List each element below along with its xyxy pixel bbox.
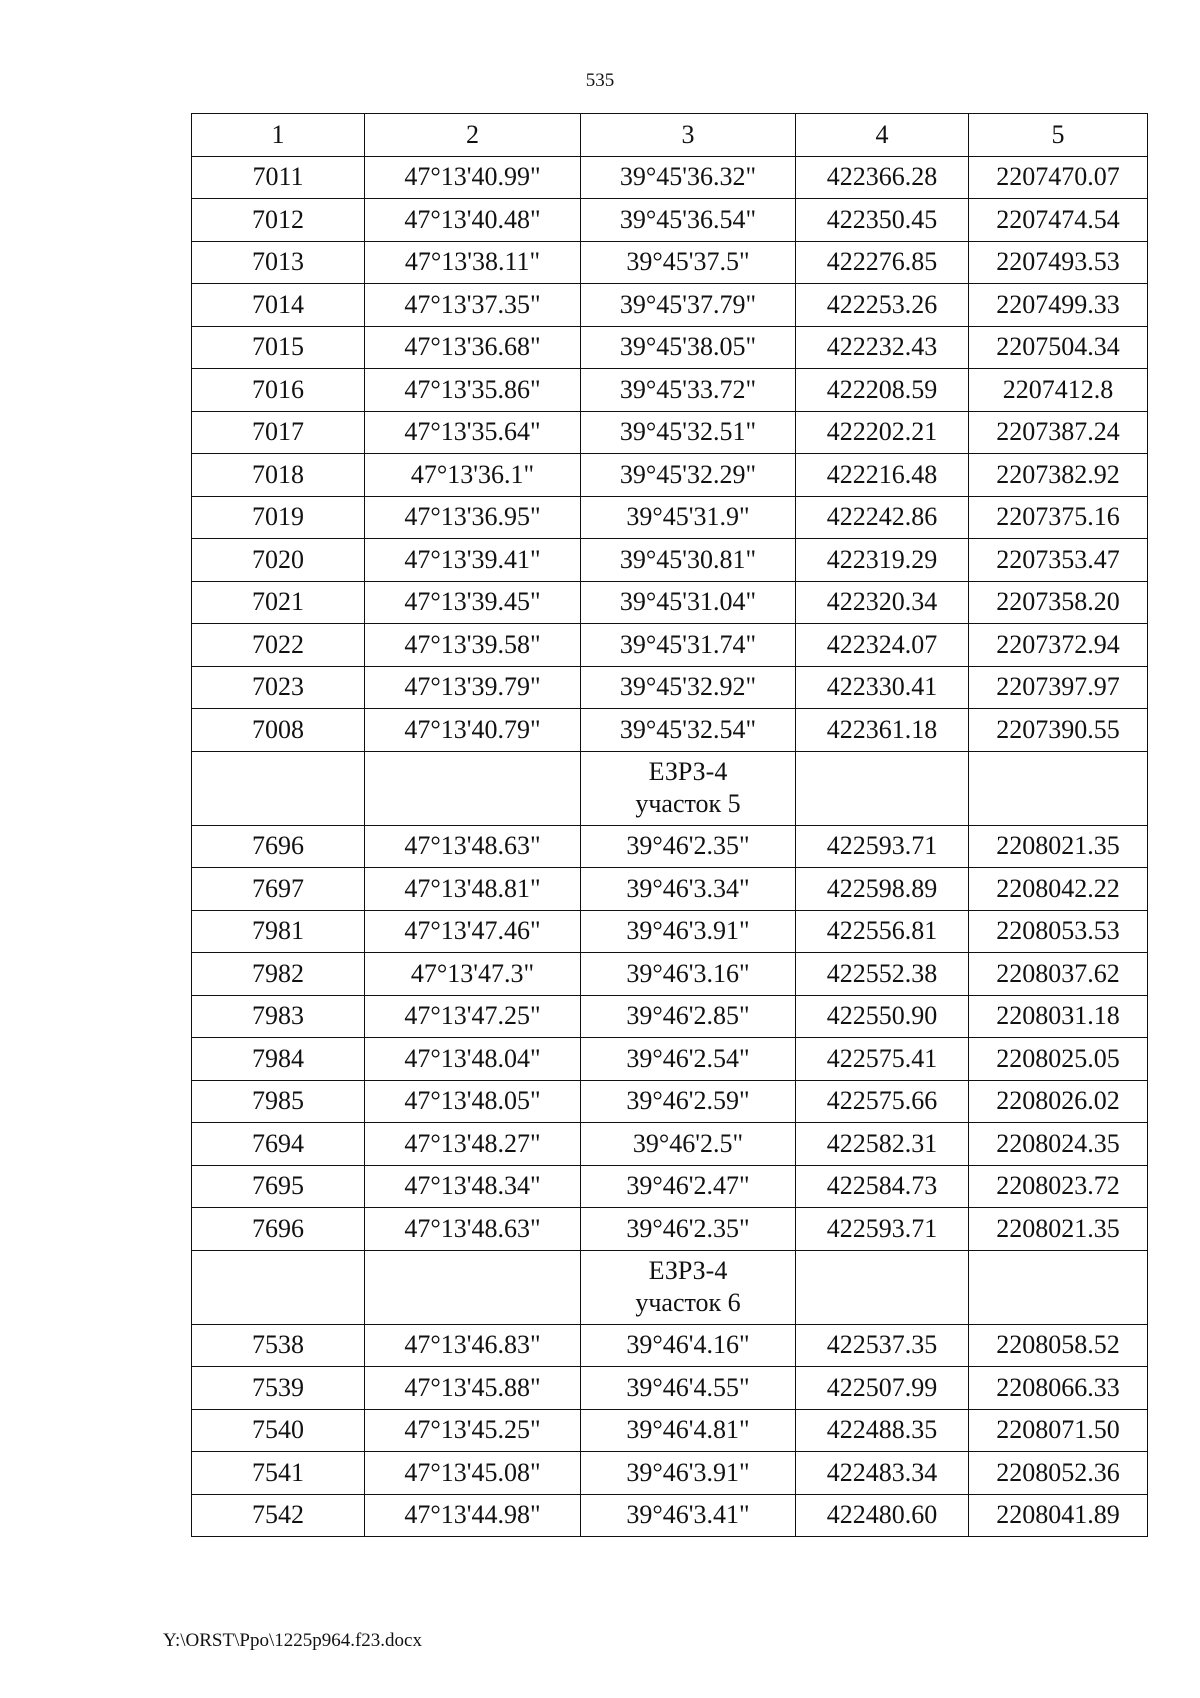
table-row xyxy=(192,1452,1148,1495)
cell-latitude: 47°13'48.81" xyxy=(365,868,581,911)
cell-x: 422242.86 xyxy=(796,496,969,539)
cell-y: 2207358.20 xyxy=(969,581,1148,624)
cell-longitude: 39°46'3.41" xyxy=(581,1494,796,1537)
table-row xyxy=(192,496,1148,539)
cell-y: 2208058.52 xyxy=(969,1324,1148,1367)
cell-latitude: 47°13'48.63" xyxy=(365,1208,581,1251)
footer-file-path: Y:\ORST\Ppo\1225p964.f23.docx xyxy=(163,1630,422,1651)
table-row xyxy=(192,868,1148,911)
cell-longitude: 39°46'2.47" xyxy=(581,1165,796,1208)
cell-x: 422584.73 xyxy=(796,1165,969,1208)
cell-y: 2207387.24 xyxy=(969,411,1148,454)
cell-x: 422350.45 xyxy=(796,199,969,242)
cell-x: 422575.66 xyxy=(796,1080,969,1123)
section-row xyxy=(192,751,1148,825)
table-row xyxy=(192,1324,1148,1367)
cell-point-number: 7008 xyxy=(192,709,365,752)
cell-x: 422330.41 xyxy=(796,666,969,709)
cell-x: 422208.59 xyxy=(796,369,969,412)
cell-x: 422253.26 xyxy=(796,284,969,327)
cell-point-number: 7697 xyxy=(192,868,365,911)
section-row xyxy=(192,1250,1148,1324)
cell-point-number: 7696 xyxy=(192,1208,365,1251)
empty-cell xyxy=(969,1250,1148,1324)
cell-longitude: 39°45'32.92" xyxy=(581,666,796,709)
cell-point-number: 7020 xyxy=(192,539,365,582)
table-row xyxy=(192,199,1148,242)
table-row xyxy=(192,1208,1148,1251)
cell-longitude: 39°45'33.72" xyxy=(581,369,796,412)
table-row xyxy=(192,953,1148,996)
section-title-line1: ЕЗРЗ-4 xyxy=(648,1255,728,1285)
cell-longitude: 39°45'31.74" xyxy=(581,624,796,667)
cell-x: 422550.90 xyxy=(796,995,969,1038)
cell-latitude: 47°13'40.99" xyxy=(365,156,581,199)
section-title-cell xyxy=(581,1250,796,1324)
cell-x: 422324.07 xyxy=(796,624,969,667)
cell-x: 422552.38 xyxy=(796,953,969,996)
table-row xyxy=(192,910,1148,953)
cell-y: 2208053.53 xyxy=(969,910,1148,953)
cell-longitude: 39°45'31.04" xyxy=(581,581,796,624)
coordinates-table xyxy=(191,113,1148,1537)
cell-y: 2207474.54 xyxy=(969,199,1148,242)
cell-y: 2208026.02 xyxy=(969,1080,1148,1123)
cell-y: 2208042.22 xyxy=(969,868,1148,911)
cell-longitude: 39°46'4.16" xyxy=(581,1324,796,1367)
cell-latitude: 47°13'39.79" xyxy=(365,666,581,709)
cell-point-number: 7016 xyxy=(192,369,365,412)
empty-cell xyxy=(796,1250,969,1324)
cell-latitude: 47°13'36.68" xyxy=(365,326,581,369)
cell-x: 422537.35 xyxy=(796,1324,969,1367)
cell-point-number: 7984 xyxy=(192,1038,365,1081)
cell-x: 422593.71 xyxy=(796,825,969,868)
cell-point-number: 7019 xyxy=(192,496,365,539)
table-body xyxy=(192,156,1148,1537)
cell-latitude: 47°13'40.48" xyxy=(365,199,581,242)
cell-x: 422276.85 xyxy=(796,241,969,284)
cell-x: 422598.89 xyxy=(796,868,969,911)
header-row xyxy=(192,114,1148,157)
header-cell-point-number: 1 xyxy=(192,114,365,157)
page-number: 535 xyxy=(585,70,615,91)
cell-point-number: 7539 xyxy=(192,1367,365,1410)
cell-longitude: 39°45'32.51" xyxy=(581,411,796,454)
cell-point-number: 7018 xyxy=(192,454,365,497)
cell-point-number: 7021 xyxy=(192,581,365,624)
cell-point-number: 7983 xyxy=(192,995,365,1038)
cell-y: 2207504.34 xyxy=(969,326,1148,369)
cell-x: 422483.34 xyxy=(796,1452,969,1495)
cell-y: 2208071.50 xyxy=(969,1409,1148,1452)
cell-y: 2207372.94 xyxy=(969,624,1148,667)
cell-longitude: 39°45'36.54" xyxy=(581,199,796,242)
cell-y: 2208021.35 xyxy=(969,1208,1148,1251)
section-title-line1: ЕЗРЗ-4 xyxy=(648,756,728,786)
cell-x: 422361.18 xyxy=(796,709,969,752)
empty-cell xyxy=(969,751,1148,825)
cell-point-number: 7540 xyxy=(192,1409,365,1452)
cell-longitude: 39°45'37.5" xyxy=(581,241,796,284)
table-row xyxy=(192,326,1148,369)
cell-point-number: 7012 xyxy=(192,199,365,242)
cell-x: 422593.71 xyxy=(796,1208,969,1251)
cell-y: 2208052.36 xyxy=(969,1452,1148,1495)
cell-y: 2208025.05 xyxy=(969,1038,1148,1081)
cell-y: 2208023.72 xyxy=(969,1165,1148,1208)
empty-cell xyxy=(365,751,581,825)
table-row xyxy=(192,1367,1148,1410)
cell-latitude: 47°13'48.04" xyxy=(365,1038,581,1081)
cell-point-number: 7022 xyxy=(192,624,365,667)
cell-latitude: 47°13'40.79" xyxy=(365,709,581,752)
cell-y: 2207412.8 xyxy=(969,369,1148,412)
cell-point-number: 7696 xyxy=(192,825,365,868)
cell-y: 2208024.35 xyxy=(969,1123,1148,1166)
table-row xyxy=(192,156,1148,199)
cell-y: 2208037.62 xyxy=(969,953,1148,996)
cell-longitude: 39°46'2.54" xyxy=(581,1038,796,1081)
empty-cell xyxy=(192,751,365,825)
empty-cell xyxy=(365,1250,581,1324)
cell-point-number: 7982 xyxy=(192,953,365,996)
cell-longitude: 39°46'3.91" xyxy=(581,1452,796,1495)
cell-y: 2208021.35 xyxy=(969,825,1148,868)
table-row xyxy=(192,1038,1148,1081)
cell-point-number: 7538 xyxy=(192,1324,365,1367)
cell-latitude: 47°13'48.27" xyxy=(365,1123,581,1166)
cell-latitude: 47°13'37.35" xyxy=(365,284,581,327)
section-title-line2: участок 5 xyxy=(635,789,741,818)
table-row xyxy=(192,454,1148,497)
cell-latitude: 47°13'45.08" xyxy=(365,1452,581,1495)
cell-x: 422232.43 xyxy=(796,326,969,369)
section-title-cell xyxy=(581,751,796,825)
table-row xyxy=(192,1123,1148,1166)
cell-longitude: 39°45'37.79" xyxy=(581,284,796,327)
cell-y: 2207382.92 xyxy=(969,454,1148,497)
table-row xyxy=(192,624,1148,667)
cell-longitude: 39°45'36.32" xyxy=(581,156,796,199)
cell-y: 2207499.33 xyxy=(969,284,1148,327)
cell-point-number: 7013 xyxy=(192,241,365,284)
cell-y: 2208041.89 xyxy=(969,1494,1148,1537)
cell-y: 2207375.16 xyxy=(969,496,1148,539)
cell-latitude: 47°13'47.46" xyxy=(365,910,581,953)
cell-x: 422216.48 xyxy=(796,454,969,497)
cell-longitude: 39°46'3.34" xyxy=(581,868,796,911)
cell-point-number: 7017 xyxy=(192,411,365,454)
header-cell-latitude: 2 xyxy=(365,114,581,157)
cell-point-number: 7981 xyxy=(192,910,365,953)
table-row xyxy=(192,369,1148,412)
header-cell-longitude: 3 xyxy=(581,114,796,157)
table-row xyxy=(192,1165,1148,1208)
cell-latitude: 47°13'48.34" xyxy=(365,1165,581,1208)
empty-cell xyxy=(796,751,969,825)
cell-x: 422556.81 xyxy=(796,910,969,953)
cell-latitude: 47°13'48.05" xyxy=(365,1080,581,1123)
cell-point-number: 7014 xyxy=(192,284,365,327)
cell-point-number: 7985 xyxy=(192,1080,365,1123)
cell-longitude: 39°46'4.55" xyxy=(581,1367,796,1410)
table-row xyxy=(192,1494,1148,1537)
cell-x: 422320.34 xyxy=(796,581,969,624)
cell-point-number: 7015 xyxy=(192,326,365,369)
cell-point-number: 7023 xyxy=(192,666,365,709)
cell-latitude: 47°13'48.63" xyxy=(365,825,581,868)
cell-latitude: 47°13'44.98" xyxy=(365,1494,581,1537)
table-row xyxy=(192,666,1148,709)
cell-y: 2207353.47 xyxy=(969,539,1148,582)
table-row xyxy=(192,284,1148,327)
cell-latitude: 47°13'39.41" xyxy=(365,539,581,582)
cell-x: 422488.35 xyxy=(796,1409,969,1452)
cell-longitude: 39°45'38.05" xyxy=(581,326,796,369)
cell-y: 2207397.97 xyxy=(969,666,1148,709)
table-row xyxy=(192,411,1148,454)
cell-latitude: 47°13'47.3" xyxy=(365,953,581,996)
cell-x: 422366.28 xyxy=(796,156,969,199)
cell-y: 2208031.18 xyxy=(969,995,1148,1038)
cell-latitude: 47°13'45.25" xyxy=(365,1409,581,1452)
cell-longitude: 39°45'32.54" xyxy=(581,709,796,752)
cell-latitude: 47°13'47.25" xyxy=(365,995,581,1038)
cell-longitude: 39°46'2.5" xyxy=(581,1123,796,1166)
cell-y: 2207390.55 xyxy=(969,709,1148,752)
cell-point-number: 7541 xyxy=(192,1452,365,1495)
cell-longitude: 39°45'32.29" xyxy=(581,454,796,497)
cell-longitude: 39°46'3.16" xyxy=(581,953,796,996)
cell-x: 422319.29 xyxy=(796,539,969,582)
cell-longitude: 39°46'4.81" xyxy=(581,1409,796,1452)
cell-x: 422507.99 xyxy=(796,1367,969,1410)
cell-y: 2208066.33 xyxy=(969,1367,1148,1410)
cell-y: 2207493.53 xyxy=(969,241,1148,284)
table-row xyxy=(192,1409,1148,1452)
cell-longitude: 39°46'2.35" xyxy=(581,1208,796,1251)
cell-x: 422480.60 xyxy=(796,1494,969,1537)
cell-point-number: 7694 xyxy=(192,1123,365,1166)
table-row xyxy=(192,825,1148,868)
cell-point-number: 7695 xyxy=(192,1165,365,1208)
cell-latitude: 47°13'46.83" xyxy=(365,1324,581,1367)
cell-longitude: 39°46'2.35" xyxy=(581,825,796,868)
cell-point-number: 7011 xyxy=(192,156,365,199)
cell-longitude: 39°46'3.91" xyxy=(581,910,796,953)
cell-point-number: 7542 xyxy=(192,1494,365,1537)
header-cell-y: 5 xyxy=(969,114,1148,157)
cell-latitude: 47°13'45.88" xyxy=(365,1367,581,1410)
table-row xyxy=(192,1080,1148,1123)
cell-latitude: 47°13'38.11" xyxy=(365,241,581,284)
cell-x: 422582.31 xyxy=(796,1123,969,1166)
table-row xyxy=(192,995,1148,1038)
cell-latitude: 47°13'35.64" xyxy=(365,411,581,454)
cell-latitude: 47°13'35.86" xyxy=(365,369,581,412)
table-row xyxy=(192,709,1148,752)
header-cell-x: 4 xyxy=(796,114,969,157)
empty-cell xyxy=(192,1250,365,1324)
cell-x: 422202.21 xyxy=(796,411,969,454)
table-row xyxy=(192,539,1148,582)
table-header xyxy=(192,114,1148,157)
cell-latitude: 47°13'36.1" xyxy=(365,454,581,497)
cell-longitude: 39°46'2.85" xyxy=(581,995,796,1038)
cell-x: 422575.41 xyxy=(796,1038,969,1081)
cell-latitude: 47°13'36.95" xyxy=(365,496,581,539)
section-title-line2: участок 6 xyxy=(635,1288,741,1317)
table-row xyxy=(192,581,1148,624)
cell-y: 2207470.07 xyxy=(969,156,1148,199)
cell-longitude: 39°46'2.59" xyxy=(581,1080,796,1123)
cell-latitude: 47°13'39.45" xyxy=(365,581,581,624)
cell-longitude: 39°45'31.9" xyxy=(581,496,796,539)
table-row xyxy=(192,241,1148,284)
cell-latitude: 47°13'39.58" xyxy=(365,624,581,667)
cell-longitude: 39°45'30.81" xyxy=(581,539,796,582)
